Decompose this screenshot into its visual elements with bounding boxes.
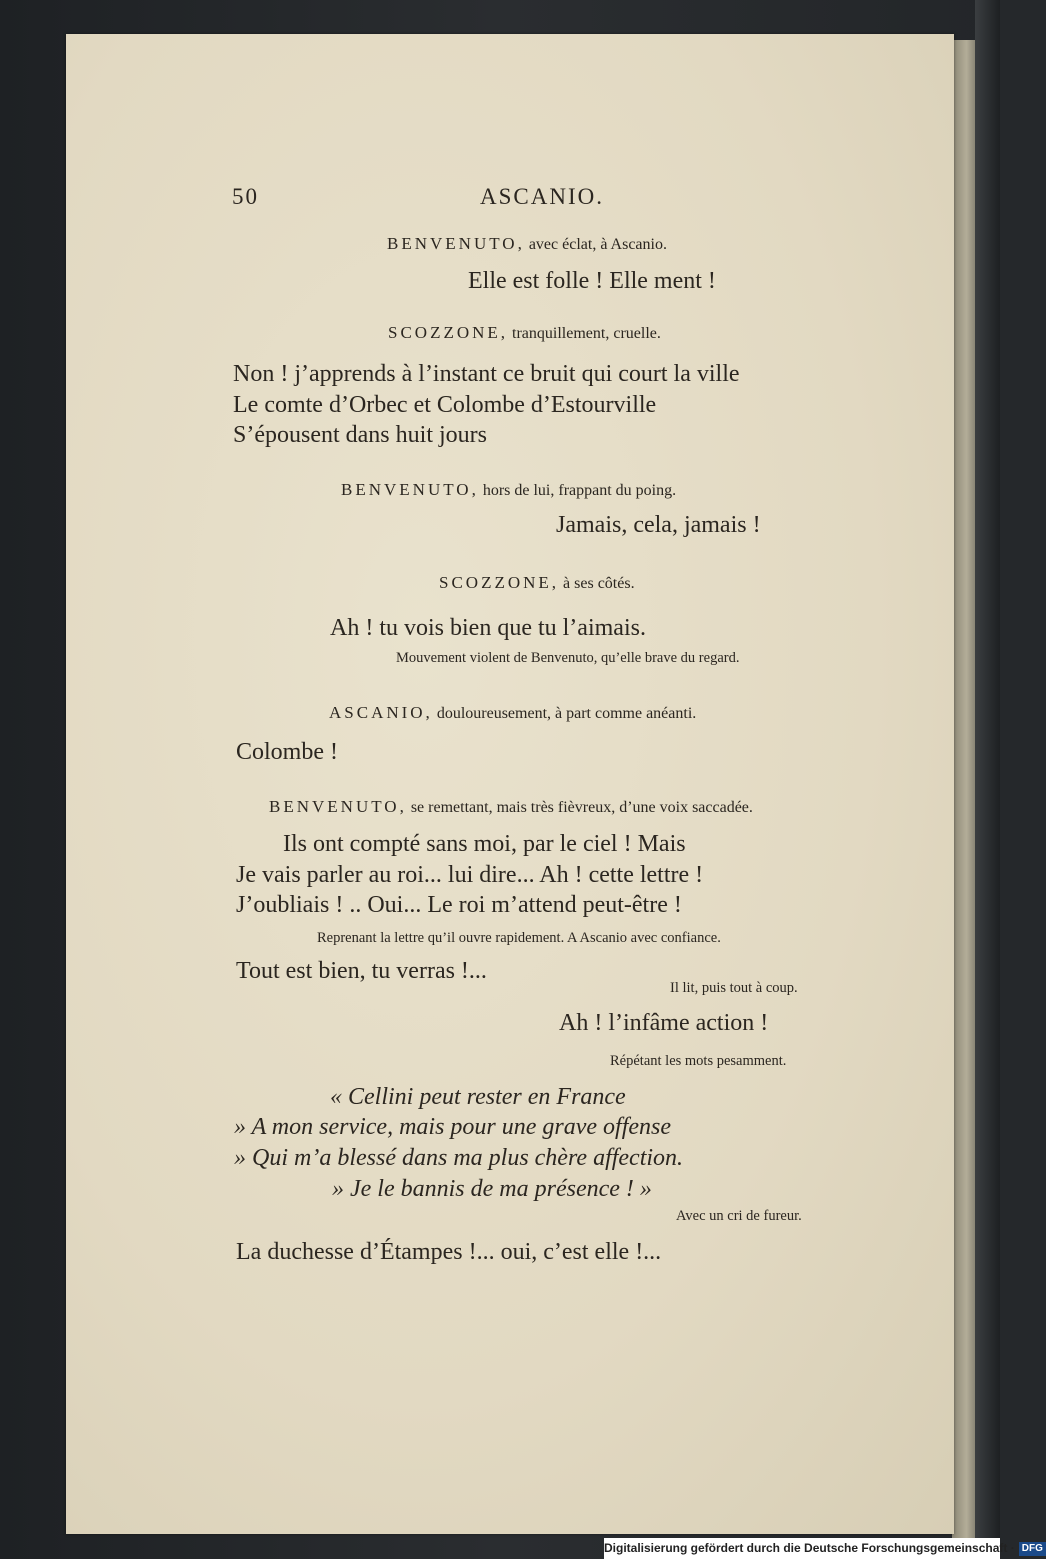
speaker-name: SCOZZONE, bbox=[439, 573, 560, 592]
verse-line: Le comte d’Orbec et Colombe d’Estourville bbox=[233, 392, 657, 418]
verse-line: J’oubliais ! .. Oui... Le roi m’attend peut-être ! bbox=[236, 892, 682, 918]
verse-line: Elle est folle ! Elle ment ! bbox=[468, 268, 716, 294]
verse-line: Ah ! l’infâme action ! bbox=[559, 1010, 769, 1036]
speaker-name: ASCANIO, bbox=[329, 703, 433, 722]
stage-direction: tranquillement, cruelle. bbox=[512, 325, 661, 342]
stage-direction: hors de lui, frappant du poing. bbox=[482, 482, 677, 499]
speaker-line bbox=[329, 703, 696, 723]
verse-line: Ah ! tu vois bien que tu l’aimais. bbox=[330, 615, 646, 641]
speaker-name: BENVENUTO, bbox=[341, 480, 479, 499]
speaker-name: BENVENUTO, bbox=[387, 234, 525, 253]
verse-line: « Cellini peut rester en France bbox=[330, 1084, 626, 1110]
verse-line: » Qui m’a blessé dans ma plus chère affection. bbox=[234, 1145, 684, 1171]
book-cover-edge bbox=[975, 0, 1000, 1559]
speaker-line bbox=[387, 234, 667, 254]
stage-direction: Répétant les mots pesamment. bbox=[610, 1053, 787, 1069]
stage-direction: Avec un cri de fureur. bbox=[676, 1208, 802, 1224]
speaker-name: SCOZZONE, bbox=[388, 323, 509, 342]
stage-direction: Mouvement violent de Benvenuto, qu’elle brave du regard. bbox=[396, 650, 740, 666]
stage-direction: à ses côtés. bbox=[563, 575, 635, 592]
dfg-logo: DFG bbox=[1019, 1542, 1046, 1556]
verse-line: Jamais, cela, jamais ! bbox=[556, 512, 761, 538]
stage-direction: douloureusement, à part comme anéanti. bbox=[436, 705, 697, 722]
speaker-name: BENVENUTO, bbox=[269, 797, 407, 816]
verse-line: Tout est bien, tu verras !... bbox=[236, 958, 487, 984]
verse-line: La duchesse d’Étampes !... oui, c’est elle !... bbox=[236, 1239, 662, 1265]
stage-direction: se remettant, mais très fièvreux, d’une voix saccadée. bbox=[410, 799, 753, 816]
stage-direction: Il lit, puis tout à coup. bbox=[670, 980, 798, 996]
verse-line: Non ! j’apprends à l’instant ce bruit qui court la ville bbox=[233, 361, 740, 387]
verse-line: Je vais parler au roi... lui dire... Ah ! cette lettre ! bbox=[236, 862, 704, 888]
speaker-line bbox=[341, 480, 676, 500]
speaker-line bbox=[439, 573, 635, 593]
verse-line: Colombe ! bbox=[236, 739, 338, 765]
verse-line: Ils ont compté sans moi, par le ciel ! Mais bbox=[283, 831, 686, 857]
digitization-credit bbox=[604, 1538, 1043, 1559]
speaker-line bbox=[269, 797, 753, 817]
page-number: 50 bbox=[232, 184, 259, 209]
credit-text: Digitalisierung gefördert durch die Deutsche Forschungsgemeinschaft · bbox=[604, 1541, 1015, 1555]
running-title: ASCANIO. bbox=[480, 184, 604, 209]
stage-direction: avec éclat, à Ascanio. bbox=[528, 236, 667, 253]
book-page bbox=[66, 34, 954, 1534]
speaker-line bbox=[388, 323, 661, 343]
verse-line: » A mon service, mais pour une grave offense bbox=[234, 1114, 672, 1140]
stage-direction: Reprenant la lettre qu’il ouvre rapidement. A Ascanio avec confiance. bbox=[317, 930, 721, 946]
verse-line: S’épousent dans huit jours bbox=[233, 422, 487, 448]
verse-line: » Je le bannis de ma présence ! » bbox=[332, 1176, 652, 1202]
